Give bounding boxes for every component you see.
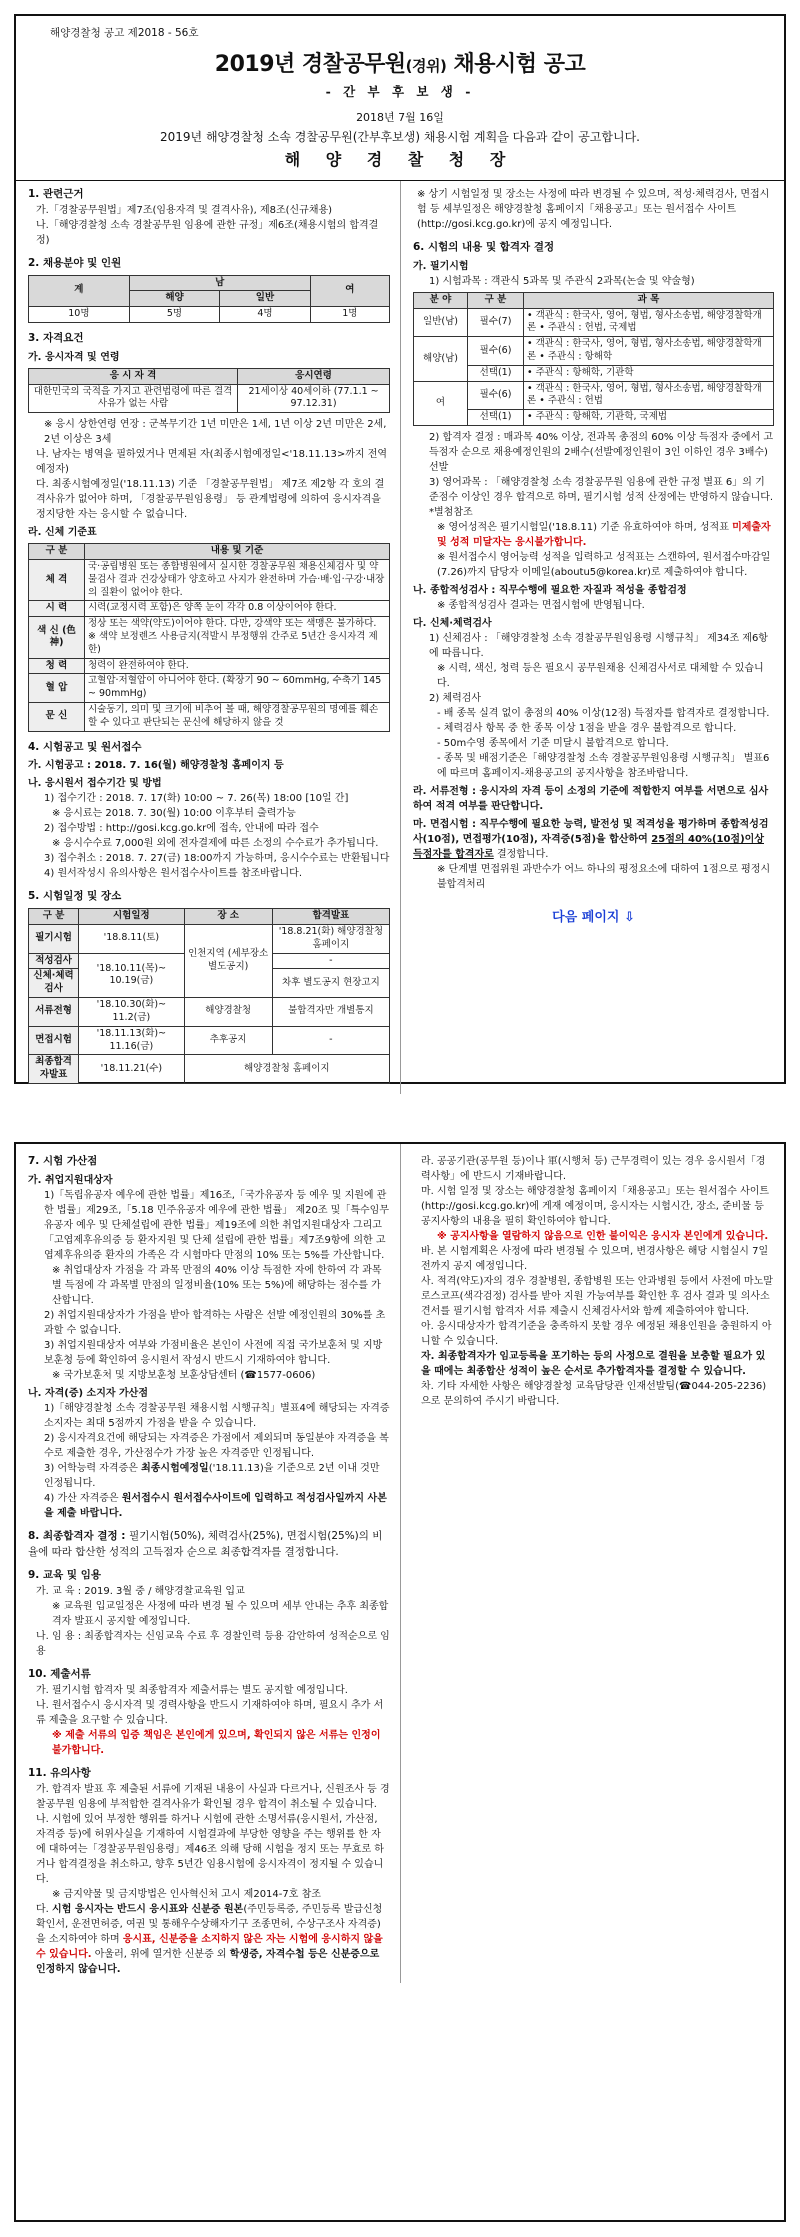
- paragraph: 나.「해양경찰청 소속 경찰공무원 임용에 관한 규정」제6조(채용시험의 합격결정): [36, 219, 379, 246]
- table-cell: 색 신 (色 神): [29, 617, 85, 658]
- paragraph: 사. 적격(약도)자의 경우 경찰병원, 종합병원 또는 안과병원 등에서 사전에 마노말로스코프(색각검정) 검사를 받아 지원 가능여부를 확인한 후 검사 결과 및 의사소견서를 필기시험 합격자 서류 제출시 신체검사서와 함께 제출하여야 합니다.: [421, 1276, 773, 1317]
- paragraph: 가. 합격자 발표 후 제출된 서류에 기재된 내용이 사실과 다르거나, 신원조사 등 경찰공무원 임용에 부적합한 결격사유가 확인될 경우 합격이 취소될 수 있습니다.: [36, 1783, 390, 1810]
- paragraph: 차. 기타 자세한 사항은 해양경찰청 교육담당관 인재선발팀(☎044-205-2236)으로 문의하여 주시기 바랍니다.: [421, 1381, 767, 1407]
- note: ※ 제출 서류의 입증 책임은 본인에게 있으며, 확인되지 않은 서류는 인정이 불가합니다.: [52, 1729, 381, 1756]
- paragraph: 1)「독립유공자 예우에 관한 법률」제16조,「국가유공자 등 예우 및 지원에 관한 법률」제29조,「5.18 민주유공자 예우에 관한 법률」 제20조 및「특수임무유공자 예우 및 단체설립에 관한 법률」제19조에 의한 취업지원대상자 그리고「고엽제후유의증 등 환자지원 및 단체 설립에 관한 법률」제7조9항에 의한 고엽제후유의증 환자의 가족은 각 시험마다 만점의 10% 또는 5%를 가산합니다.: [44, 1189, 389, 1261]
- table-cell: • 주관식 : 항해학, 기관학: [524, 365, 774, 381]
- next-page-link[interactable]: 다음 페이지 ⇩: [552, 910, 635, 926]
- sheet1-right-column: [400, 181, 784, 1094]
- notice-sheet-1: [14, 14, 786, 1084]
- section-heading: 5. 시험일정 및 장소: [28, 890, 122, 903]
- section-heading: 1. 관련근거: [28, 188, 84, 200]
- table-cell: 최종합격자발표: [29, 1055, 79, 1084]
- subsection-heading: 라. 신체 기준표: [28, 527, 97, 539]
- table-header: 응 시 자 격: [29, 368, 238, 384]
- note: ※ 취업대상자 가점을 각 과목 만점의 40% 이상 득점한 자에 한하여 각 과목별 득점에 각 과목별 만점의 일정비율(10% 또는 5%)에 해당하는 점수를 가산합니다.: [52, 1264, 382, 1306]
- subsection-heading: 나. 응시원서 접수기간 및 방법: [28, 778, 162, 790]
- table-cell: 5명: [129, 307, 219, 323]
- table-cell: 시력(교정시력 포함)은 양쪽 눈이 각각 0.8 이상이어야 한다.: [85, 601, 390, 617]
- table-cell: -: [272, 953, 389, 969]
- table-header: 응시연령: [238, 368, 390, 384]
- physical-standard-table: [28, 543, 390, 732]
- notice-date: 2018년 7월 16일: [356, 110, 444, 124]
- table-header: 남: [129, 275, 310, 291]
- paragraph: 다. 시험 응시자는 반드시 응시표와 신분증 원본(주민등록증, 주민등록 발급신청 확인서, 운전면허증, 여권 및 통해우수상해자기구 조종면허, 수상구조사 자격증)을 소지하여야 하며 응시표, 신분증을 소지하지 않은 자는 시험에 응시하지 않을 수 있습니다. 아울러, 위에 열거한 신분증 외 학생증, 자격수첩 등은 신분증으로 인정하지 않습니다.: [36, 1903, 383, 1975]
- paragraph: 3) 영어과목 : 「해양경찰청 소속 경찰공무원 임용에 관한 규정 별표 6」의 기준점수 이상인 경우 합격으로 하며, 필기시험 성적 산정에는 반영하지 않습니다. *별첨참조: [429, 477, 774, 519]
- subsection-heading: 나. 종합적성검사 : 직무수행에 필요한 자질과 적성을 종합검정: [413, 585, 687, 597]
- table-cell: 불합격자만 개별통지: [272, 998, 389, 1027]
- sheet1-columns: [16, 180, 784, 1094]
- paragraph: 가.「경찰공무원법」제7조(임용자격 및 결격사유), 제8조(신규채용): [36, 204, 333, 216]
- notice-number: 해양경찰청 공고 제2018 - 56호: [50, 27, 199, 39]
- paragraph: 라. 공공기관(공무원 등)이나 軍(시행처 등) 근무경력이 있는 경우 응시원서「경력사항」에 반드시 기재바랍니다.: [421, 1156, 766, 1182]
- table-cell: • 객관식 : 한국사, 영어, 형법, 형사소송법, 해양경찰학개론 • 주관식 : 헌법, 국제법: [524, 308, 774, 337]
- table-cell: 21세이상 40세이하 (77.1.1 ~ 97.12.31): [238, 384, 390, 413]
- notice-title: 2019년 경찰공무원(경위) 채용시험 공고: [214, 51, 586, 77]
- agency-name: 해 양 경 찰 청 장: [284, 150, 516, 169]
- section-heading: 8. 최종합격자 결정 : 필기시험(50%), 체력검사(25%), 면접시험(25%)의 비율에 따라 합산한 성적의 고득점자 순으로 최종합격자를 결정합니다.: [28, 1529, 383, 1558]
- schedule-table: [28, 908, 390, 1084]
- table-cell: 청 력: [29, 658, 85, 674]
- table-cell: • 객관식 : 한국사, 영어, 형법, 형사소송법, 해양경찰학개론 • 주관식 : 항해학: [524, 337, 774, 366]
- note: ※ 공지사항을 열람하지 않음으로 인한 불이익은 응시자 본인에게 있습니다.: [437, 1231, 769, 1242]
- paragraph: 1) 신체검사 : 「해양경찰청 소속 경찰공무원임용령 시행규칙」 제34조 제6항에 따릅니다.: [429, 633, 768, 660]
- table-cell: 차후 별도공지 현장고지: [272, 969, 389, 998]
- table-cell: 선택(1): [468, 365, 524, 381]
- paragraph: 2) 응시자격요건에 해당되는 자격증은 가점에서 제외되며 동일분야 자격증을 복수로 제출한 경우, 가산점수가 가장 높은 자격증만 인정됩니다.: [44, 1432, 389, 1459]
- table-cell: 해양(남): [414, 337, 468, 381]
- section-heading: 11. 유의사항: [28, 1766, 91, 1779]
- section-heading: 4. 시험공고 및 원서접수: [28, 740, 142, 753]
- table-cell: '18.11.13(화)~ 11.16(금): [79, 1026, 184, 1055]
- table-header: 해양: [129, 291, 219, 307]
- table-cell: 정상 또는 색약(약도)이어야 한다. 다만, 강색약 또는 색맹은 불가하다. ※ 색약 보정렌즈 사용금지(적발시 부정행위 간주로 5년간 응시자격 제한): [85, 617, 390, 658]
- sheet2-left-column: [16, 1144, 400, 1983]
- section-heading: 6. 시험의 내용 및 합격자 결정: [413, 241, 555, 253]
- recruit-count-table: [28, 275, 390, 323]
- table-cell: '18.10.30(화)~ 11.2(금): [79, 998, 184, 1027]
- table-cell: 시 력: [29, 601, 85, 617]
- note: ※ 시력, 색신, 청력 등은 필요시 공무원채용 신체검사서로 대체할 수 있습니다.: [437, 663, 764, 690]
- paragraph: 4) 원서작성시 유의사항은 원서접수사이트를 참조바랍니다.: [44, 868, 302, 880]
- subsection-heading: 나. 자격(증) 소지자 가산점: [28, 1387, 148, 1399]
- table-cell: 청력이 완전하여야 한다.: [85, 658, 390, 674]
- table-header: 구 분: [468, 292, 524, 308]
- paragraph: 나. 남자는 병역을 필하였거나 면제된 자(최종시험예정일<'18.11.13>까지 전역예정자): [36, 449, 388, 476]
- table-header: 분 야: [414, 292, 468, 308]
- note: ※ 응시 상한연령 연장 : 군복무기간 1년 미만은 1세, 1년 이상 2년 미만은 2세, 2년 이상은 3세: [44, 419, 387, 446]
- table-cell: 필수(6): [468, 381, 524, 410]
- subsection-heading: 다. 신체·체력검사: [413, 618, 492, 630]
- table-cell: 서류전형: [29, 998, 79, 1027]
- paragraph: 나. 원서접수시 응시자격 및 경력사항을 반드시 기재하여야 하며, 필요시 추가 서류 제출을 요구할 수 있습니다.: [36, 1699, 384, 1726]
- table-cell: 면접시험: [29, 1026, 79, 1055]
- table-cell: 필기시험: [29, 925, 79, 954]
- subsection-heading: 가. 필기시험: [413, 260, 469, 272]
- subsection-heading: 라. 서류전형 : 응시자의 자격 등이 소정의 기준에 적합한지 여부를 서면으로 심사하여 적격 여부를 판단합니다.: [413, 786, 769, 813]
- table-header: 내용 및 기준: [85, 544, 390, 560]
- table-cell: 혈 압: [29, 674, 85, 703]
- table-header: 일반: [220, 291, 310, 307]
- table-header: 과 목: [524, 292, 774, 308]
- table-header: 구 분: [29, 544, 85, 560]
- paragraph: 1) 시험과목 : 객관식 5과목 및 주관식 2과목(논술 및 약술형): [429, 275, 695, 287]
- table-header: 장 소: [184, 909, 272, 925]
- note: ※ 금지약물 및 금지방법은 인사혁신처 고시 제2014-7호 참조: [52, 1888, 321, 1900]
- paragraph: 3) 접수취소 : 2018. 7. 27(금) 18:00까지 가능하며, 응시수수료는 반환됩니다: [44, 853, 390, 865]
- paragraph: 바. 본 시험계획은 사정에 따라 변경될 수 있으며, 변경사항은 해당 시험실시 7일 전까지 공지 예정입니다.: [421, 1246, 769, 1272]
- table-cell: • 주관식 : 항해학, 기관학, 국제법: [524, 410, 774, 426]
- table-header: 계: [29, 275, 130, 307]
- table-header: 합격발표: [272, 909, 389, 925]
- notice-header: [16, 16, 784, 180]
- notice-subtitle: - 간 부 후 보 생 -: [325, 83, 475, 99]
- table-header: 시험일정: [79, 909, 184, 925]
- paragraph: 자. 최종합격자가 임교등록을 포기하는 등의 사정으로 결원을 보충할 필요가 있을 때에는 최종합산 성적이 높은 순서로 추가합격자를 결정할 수 있습니다.: [421, 1351, 766, 1377]
- table-cell: 필수(7): [468, 308, 524, 337]
- sheet2-columns: [16, 1144, 784, 1983]
- section-heading: 10. 제출서류: [28, 1668, 91, 1680]
- note: ※ 교육원 입교일정은 사정에 따라 변경 될 수 있으며 세부 안내는 추후 최종합격자 발표시 공지할 예정입니다.: [52, 1601, 389, 1627]
- table-cell: 신체·체력검사: [29, 969, 79, 998]
- paragraph: 마. 시험 일정 및 장소는 해양경찰청 홈페이지「채용공고」또는 원서접수 사이트(http://gosi.kcg.go.kr)에 게재 예정이며, 응시자는 시험시간, 장소, 준비물 등 공지사항의 내용을 필히 확인하여야 합니다.: [421, 1186, 770, 1227]
- subsection-heading: 가. 응시자격 및 연령: [28, 351, 120, 363]
- section-heading: 9. 교육 및 임용: [28, 1569, 101, 1582]
- paragraph: 다. 최종시험예정일('18.11.13) 기준 「경찰공무원법」 제7조 제2항 각 호의 결격사유가 없어야 하며, 「경찰공무원임용령」 등 관계법령에 의하여 응시자격을 정지당한 자는 응시할 수 없습니다.: [36, 479, 385, 521]
- paragraph: 3) 어학능력 자격증은 최종시험예정일('18.11.13)을 기준으로 2년 이내 것만 인정됩니다.: [44, 1462, 380, 1489]
- table-cell: 시술동기, 의미 및 크기에 비추어 볼 때, 해양경찰공무원의 명예를 훼손할 수 있다고 판단되는 문신에 해당하지 않을 것: [85, 703, 390, 732]
- table-cell: 대한민국의 국적을 가지고 관련법령에 따른 결격사유가 없는 사람: [29, 384, 238, 413]
- paragraph: 4) 가산 자격증은 원서접수시 원서접수사이트에 입력하고 적성검사일까지 사본을 제출 바랍니다.: [44, 1492, 387, 1519]
- table-cell: '18.8.21(화) 해양경찰청 홈페이지: [272, 925, 389, 954]
- table-cell: 여: [414, 381, 468, 425]
- table-cell: 추후공지: [184, 1026, 272, 1055]
- note: ※ 종합적성검사 결과는 면접시험에 반영됩니다.: [437, 600, 645, 612]
- table-cell: 일반(남): [414, 308, 468, 337]
- paragraph: - 배 종목 실격 없이 총점의 40% 이상(12점) 득점자를 합격자로 결정합니다.: [437, 708, 770, 720]
- notice-sheet-2: [14, 1142, 786, 2222]
- paragraph: 가. 교 육 : 2019. 3월 중 / 해양경찰교육원 입교: [36, 1586, 245, 1597]
- table-cell: 인천지역 (세부장소 별도공지): [184, 925, 272, 998]
- note: ※ 영어성적은 필기시험일('18.8.11) 기준 유효하여야 하며, 성적표 미제출자 및 성적 미달자는 응시불가합니다.: [437, 522, 771, 549]
- table-cell: 문 신: [29, 703, 85, 732]
- paragraph: 가. 필기시험 합격자 및 최종합격자 제출서류는 별도 공지할 예정입니다.: [36, 1684, 348, 1696]
- note: ※ 응시수수료 7,000원 외에 전자결제에 따른 소정의 수수료가 추가됩니다.: [52, 838, 379, 850]
- subsection-heading: 가. 취업지원대상자: [28, 1174, 113, 1186]
- paragraph: - 체력검사 항목 중 한 종목 이상 1점을 받을 경우 불합격으로 합니다.: [437, 723, 737, 735]
- notice-intro: 2019년 해양경찰청 소속 경찰공무원(간부후보생) 채용시험 계획을 다음과 같이 공고합니다.: [160, 130, 640, 144]
- qualification-table: [28, 368, 390, 413]
- paragraph: 2) 접수방법 : http://gosi.kcg.go.kr에 접속, 안내에 따라 접수: [44, 823, 319, 835]
- section-heading: 2. 채용분야 및 인원: [28, 256, 122, 269]
- table-cell: 해양경찰청: [184, 998, 272, 1027]
- paragraph: 1)「해양경찰청 소속 경찰공무원 채용시험 시행규칙」별표4에 해당되는 자격증 소지자는 최대 5점까지 가점을 받을 수 있습니다.: [44, 1402, 390, 1429]
- paragraph: 2) 체력검사: [429, 693, 482, 705]
- note: ※ 국가보훈처 및 지방보훈청 보훈상담센터 (☎1577-0606): [52, 1369, 316, 1381]
- table-header: 구 분: [29, 909, 79, 925]
- table-cell: 1명: [310, 307, 389, 323]
- table-cell: 해양경찰청 홈페이지: [184, 1055, 389, 1084]
- paragraph: 2) 취업지원대상자가 가점을 받아 합격하는 사람은 선발 예정인원의 30%를 초과할 수 없습니다.: [44, 1309, 386, 1336]
- table-cell: -: [272, 1026, 389, 1055]
- table-cell: 10명: [29, 307, 130, 323]
- note: ※ 응시료는 2018. 7. 30(월) 10:00 이후부터 출력가능: [52, 808, 296, 820]
- note: ※ 상기 시험일정 및 장소는 사정에 따라 변경될 수 있으며, 적성·체력검사, 면접시험 등 세부일정은 해양경찰청 홈페이지「채용공고」또는 원서접수 사이트(http://gosi.kcg.go.kr)에 공지 예정입니다.: [417, 189, 770, 230]
- table-cell: • 객관식 : 한국사, 영어, 형법, 형사소송법, 해양경찰학개론 • 주관식 : 헌법: [524, 381, 774, 410]
- section-heading: 3. 자격요건: [28, 331, 84, 344]
- note: ※ 단계별 면접위원 과반수가 어느 하나의 평정요소에 대하여 1점으로 평정시 불합격처리: [437, 864, 771, 891]
- table-cell: 체 격: [29, 559, 85, 600]
- sheet2-right-column: [400, 1144, 784, 1983]
- paragraph: 아. 응시대상자가 합격기준을 충족하지 못할 경우 예정된 채용인원을 충원하지 아니할 수 있습니다.: [421, 1321, 772, 1347]
- table-cell: 고혈압·저혈압이 아니어야 한다. (확장기 90 ~ 60mmHg, 수축기 145 ~ 90mmHg): [85, 674, 390, 703]
- table-cell: 국·공립병원 또는 종합병원에서 실시한 경찰공무원 채용신체검사 및 약물검사 결과 건강상태가 양호하고 사지가 완전하며 가슴·배·입·구강·내장의 질환이 없어야 한다.: [85, 559, 390, 600]
- table-cell: '18.10.11(목)~ 10.19(금): [79, 953, 184, 997]
- table-cell: 4명: [220, 307, 310, 323]
- paragraph: 나. 임 용 : 최종합격자는 신임교육 수료 후 경찰인력 등용 감안하여 성적순으로 임용: [36, 1631, 390, 1657]
- table-cell: 적성검사: [29, 953, 79, 969]
- table-cell: '18.11.21(수): [79, 1055, 184, 1084]
- paragraph: 1) 접수기간 : 2018. 7. 17(화) 10:00 ~ 7. 26(목) 18:00 [10일 간]: [44, 793, 349, 805]
- exam-subject-table: [413, 292, 774, 426]
- note: ※ 원서접수시 영어능력 성적을 입력하고 성적표는 스캔하여, 원서접수마감일(7.26)까지 담당자 이메일(aboutu5@korea.kr)로 제출하여야 합니다.: [437, 552, 771, 579]
- sheet1-left-column: [16, 181, 400, 1094]
- paragraph: 나. 시험에 있어 부정한 행위를 하거나 시험에 관한 소명서류(응시원서, 가산점, 자격증 등)에 허위사실을 기재하여 시험결과에 부당한 영향을 주는 행위를 한 자에 대하여는「경찰공무원임용령」제46조 의해 당해 시험을 정지 또는 무효로 하거나 합격결정을 취소하고, 향후 5년간 임용시험에 응시자격이 정지될 수 있습니다.: [36, 1813, 384, 1885]
- paragraph: - 종목 및 배점기준은「해양경찰청 소속 경찰공무원임용령 시행규칙」 별표6에 따르며 홈페이지-채용공고의 공지사항을 참조바랍니다.: [437, 753, 770, 780]
- table-cell: 필수(6): [468, 337, 524, 366]
- paragraph: 2) 합격자 결정 : 매과목 40% 이상, 전과목 총점의 60% 이상 득점자 중에서 고득점자 순으로 채용예정인원의 2배수(선발예정인원이 3인 이하인 경우 3배수) 선발: [429, 432, 774, 474]
- table-header: 여: [310, 275, 389, 307]
- paragraph: 마. 면접시험 : 직무수행에 필요한 능력, 발전성 및 적격성을 평가하며 종합적성검사(10점), 면접평가(10점), 자격증(5점)을 합산하여 25점의 40%(10점)이상 득점자를 합격자로 결정합니다.: [413, 819, 769, 861]
- subsection-heading: 가. 시험공고 : 2018. 7. 16(월) 해양경찰청 홈페이지 등: [28, 760, 284, 772]
- table-cell: '18.8.11(토): [79, 925, 184, 954]
- section-heading: 7. 시험 가산점: [28, 1155, 98, 1167]
- table-cell: 선택(1): [468, 410, 524, 426]
- paragraph: 3) 취업지원대상자 여부와 가점비율은 본인이 사전에 직접 국가보훈처 및 지방보훈청 등에 확인하여 응시원서 작성시 반드시 기재하여야 합니다.: [44, 1339, 383, 1366]
- paragraph: - 50m수영 종목에서 기준 미달시 불합격으로 합니다.: [437, 738, 669, 750]
